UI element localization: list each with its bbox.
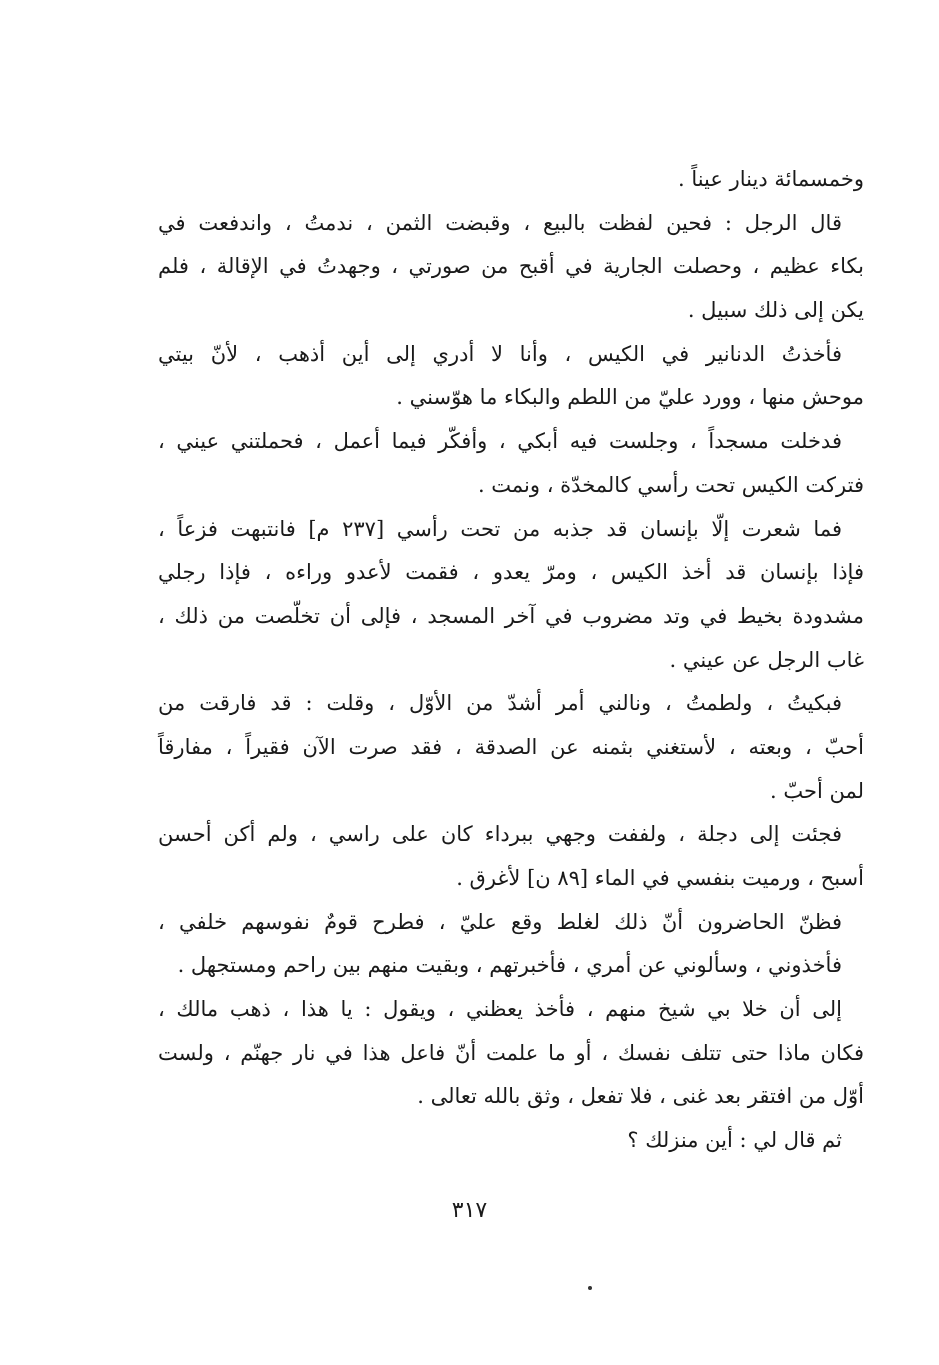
page-number: ٣١٧ [451, 1198, 488, 1223]
text-line: فجئت إلى دجلة ، ولففت وجهي ببرداء كان على راسي ، ولم أكن أحسن [158, 822, 842, 847]
text-line: فكان ماذا حتى تتلف نفسك ، أو ما علمت أنّ فاعل هذا في نار جهنّم ، ولست [158, 1040, 864, 1065]
text-line: أحبّ ، وبعته ، لأستغني بثمنه عن الصدقة ، فقد صرت الآن فقيراً ، مفارقاً [158, 734, 864, 759]
text-line: قال الرجل : فحين لفظت بالبيع ، وقبضت الثمن ، ندمتُ ، واندفعت في [158, 210, 842, 235]
text-line: غاب الرجل عن عيني . [669, 647, 864, 672]
text-line: فبكيتُ ، ولطمتُ ، ونالني أمر أشدّ من الأوّل ، وقلت : قد فارقت من [158, 691, 842, 716]
text-line: فدخلت مسجداً ، وجلست فيه أبكي ، وأفكّر فيما أعمل ، فحملتني عيني ، [158, 429, 842, 454]
text-line: يكن إلى ذلك سبيل . [687, 298, 864, 323]
print-speck [588, 1286, 592, 1290]
page-body-text [158, 158, 864, 1163]
text-line: فظنّ الحاضرون أنّ ذلك لغلط وقع عليّ ، فطرح قومٌ نفوسهم خلفي ، [158, 909, 842, 934]
text-line: موحش منها ، وورد عليّ من اللطم والبكاء ما هوّسني . [396, 385, 864, 410]
text-line: فأخذتُ الدنانير في الكيس ، وأنا لا أدري إلى أين أذهب ، لأنّ بيتي [158, 341, 842, 366]
text-line: ثم قال لي : أين منزلك ؟ [627, 1128, 842, 1153]
text-line: إلى أن خلا بي شيخ منهم ، فأخذ يعظني ، ويقول : يا هذا ، ذهب مالك ، [158, 997, 842, 1022]
text-line: فتركت الكيس تحت رأسي كالمخدّة ، ونمت . [477, 472, 864, 497]
text-line: لمن أحبّ . [770, 778, 864, 803]
text-line: أسبح ، ورميت بنفسي في الماء [٨٩ ن] لأغرق . [456, 866, 864, 890]
text-line: فأخذوني ، وسألوني عن أمري ، فأخبرتهم ، وبقيت منهم بين راحم ومستجهل . [177, 953, 842, 978]
text-line: وخمسمائة دينار عيناً . [677, 167, 864, 191]
text-line: فما شعرت إلّا بإنسان قد جذبه من تحت رأسي [٢٣٧ م] فانتبهت فزعاً ، [158, 516, 842, 541]
text-line: بكاء عظيم ، وحصلت الجارية في أقبح من صورتي ، وجهدتُ في الإقالة ، فلم [158, 254, 864, 279]
text-line: أوّل من افتقر بعد غنى ، فلا تفعل ، وثق بالله تعالى . [417, 1084, 864, 1109]
text-line: فإذا بإنسان قد أخذ الكيس ، ومرّ يعدو ، فقمت لأعدو وراءه ، فإذا رجلي [158, 560, 864, 585]
text-line: مشدودة بخيط في وتد مضروب في آخر المسجد ، فإلى أن تخلّصت من ذلك ، [158, 603, 864, 628]
